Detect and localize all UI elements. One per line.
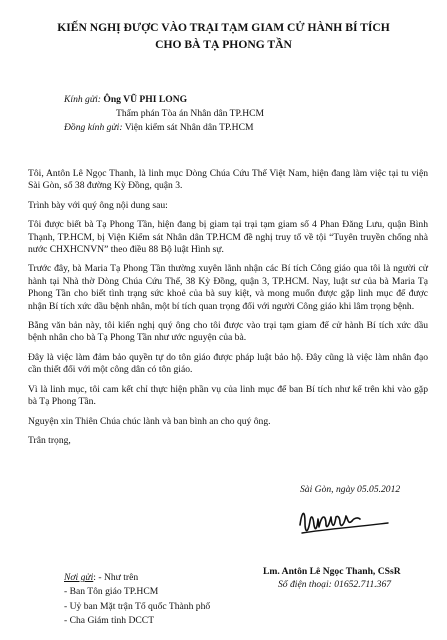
addressee-block: [64, 94, 434, 136]
addressee-position: Thẩm phán Tòa án Nhân dân TP.HCM: [116, 107, 265, 119]
addressee-row: [64, 94, 434, 106]
signer-phone: Số điện thoại: 01652.711.367: [278, 579, 392, 590]
cc-label: Đồng kính gửi:: [64, 121, 123, 133]
paragraph-request: Bằng văn bản này, tôi kiến nghị quý ông cho tôi được vào trại tạm giam để cử hành Bí tích xức dầu bệnh nhân cho bà Tạ Phong Tần như ước nguyện của bà.: [28, 320, 428, 344]
paragraph-intro: Tôi, Antôn Lê Ngọc Thanh, là linh mục Dòng Chúa Cứu Thế Việt Nam, hiện đang làm việc tại tu viện Sài Gòn, số 38 đường Kỳ Đồng, quận 3.: [28, 168, 428, 192]
addressee-label: Kính gửi:: [64, 94, 101, 105]
paragraph-rights: Đây là việc làm đảm bảo quyền tự do tôn giáo được pháp luật bảo hộ. Đây cũng là việc làm nhân đạo cần thiết đối với một công dân có tôn giáo.: [28, 351, 428, 376]
addressee-name: Ông VŨ PHI LONG: [103, 94, 188, 105]
recipient-item: : - Như trên: [93, 572, 139, 583]
cc-row: [64, 122, 434, 134]
recipient-item: - Cha Giám tỉnh DCCT: [64, 615, 155, 627]
paragraph-present: Trình bày với quý ông nội dung sau:: [28, 199, 168, 211]
recipients-first-row: [64, 572, 264, 584]
recipients-label: Nơi gửi: [64, 572, 94, 583]
paragraph-closing: Trân trọng,: [28, 434, 71, 446]
paragraph-background: Trước đây, bà Maria Tạ Phong Tần thường xuyên lãnh nhận các Bí tích Công giáo qua tôi là người cử hành tại Nhà thờ Dòng Chúa Cứu Thế, 38 Kỳ Đồng, quận 3, TP.HCM. Nay, luật sư của bà Maria Tạ Phong Tần cho biết tình trạng sức khoẻ của bà suy kiệt, và mong muốn được gặp linh mục để được nhận Bí tích xức dầu bệnh nhân, một bí tích quan trọng đối với người Công giáo khi lâm trọng bệnh.: [28, 263, 428, 312]
recipient-item: - Uỷ ban Mặt trận Tổ quốc Thành phố: [64, 600, 211, 612]
document-title: [0, 19, 447, 53]
handwritten-signature: [296, 503, 392, 543]
paragraph-commitment: Vì là linh mục, tôi cam kết chỉ thực hiện phần vụ của linh mục để ban Bí tích như kể trên khi vào gặp bà Tạ Phong Tần.: [28, 383, 428, 408]
cc-value: Viện kiểm sát Nhân dân TP.HCM: [124, 121, 254, 133]
title-line-2: CHO BÀ TẠ PHONG TẦN: [155, 38, 292, 51]
title-line-1: KIẾN NGHỊ ĐƯỢC VÀO TRẠI TẠM GIAM CỬ HÀNH BÍ TÍCH: [57, 21, 390, 34]
recipient-item: - Ban Tôn giáo TP.HCM: [64, 586, 159, 598]
letter-date: Sài Gòn, ngày 05.05.2012: [300, 484, 401, 495]
paragraph-blessing: Nguyện xin Thiên Chúa chúc lành và ban bình an cho quý ông.: [28, 415, 271, 427]
letter-body: [28, 168, 428, 454]
recipients-block: [64, 572, 264, 630]
paragraph-detention: Tôi được biết bà Tạ Phong Tần, hiện đang bị giam tại trại tạm giam số 4 Phan Đăng Lưu, quận Bình Thạnh, TP.HCM, bị Viện Kiểm sát Nhân dân TP.HCM đề nghị truy tố về tội “Tuyên truyền chống nhà nước CHXHCNVN” theo điều 88 Bộ luật Hình sự.: [28, 219, 428, 256]
signer-name: Lm. Antôn Lê Ngọc Thanh, CSsR: [263, 566, 401, 577]
